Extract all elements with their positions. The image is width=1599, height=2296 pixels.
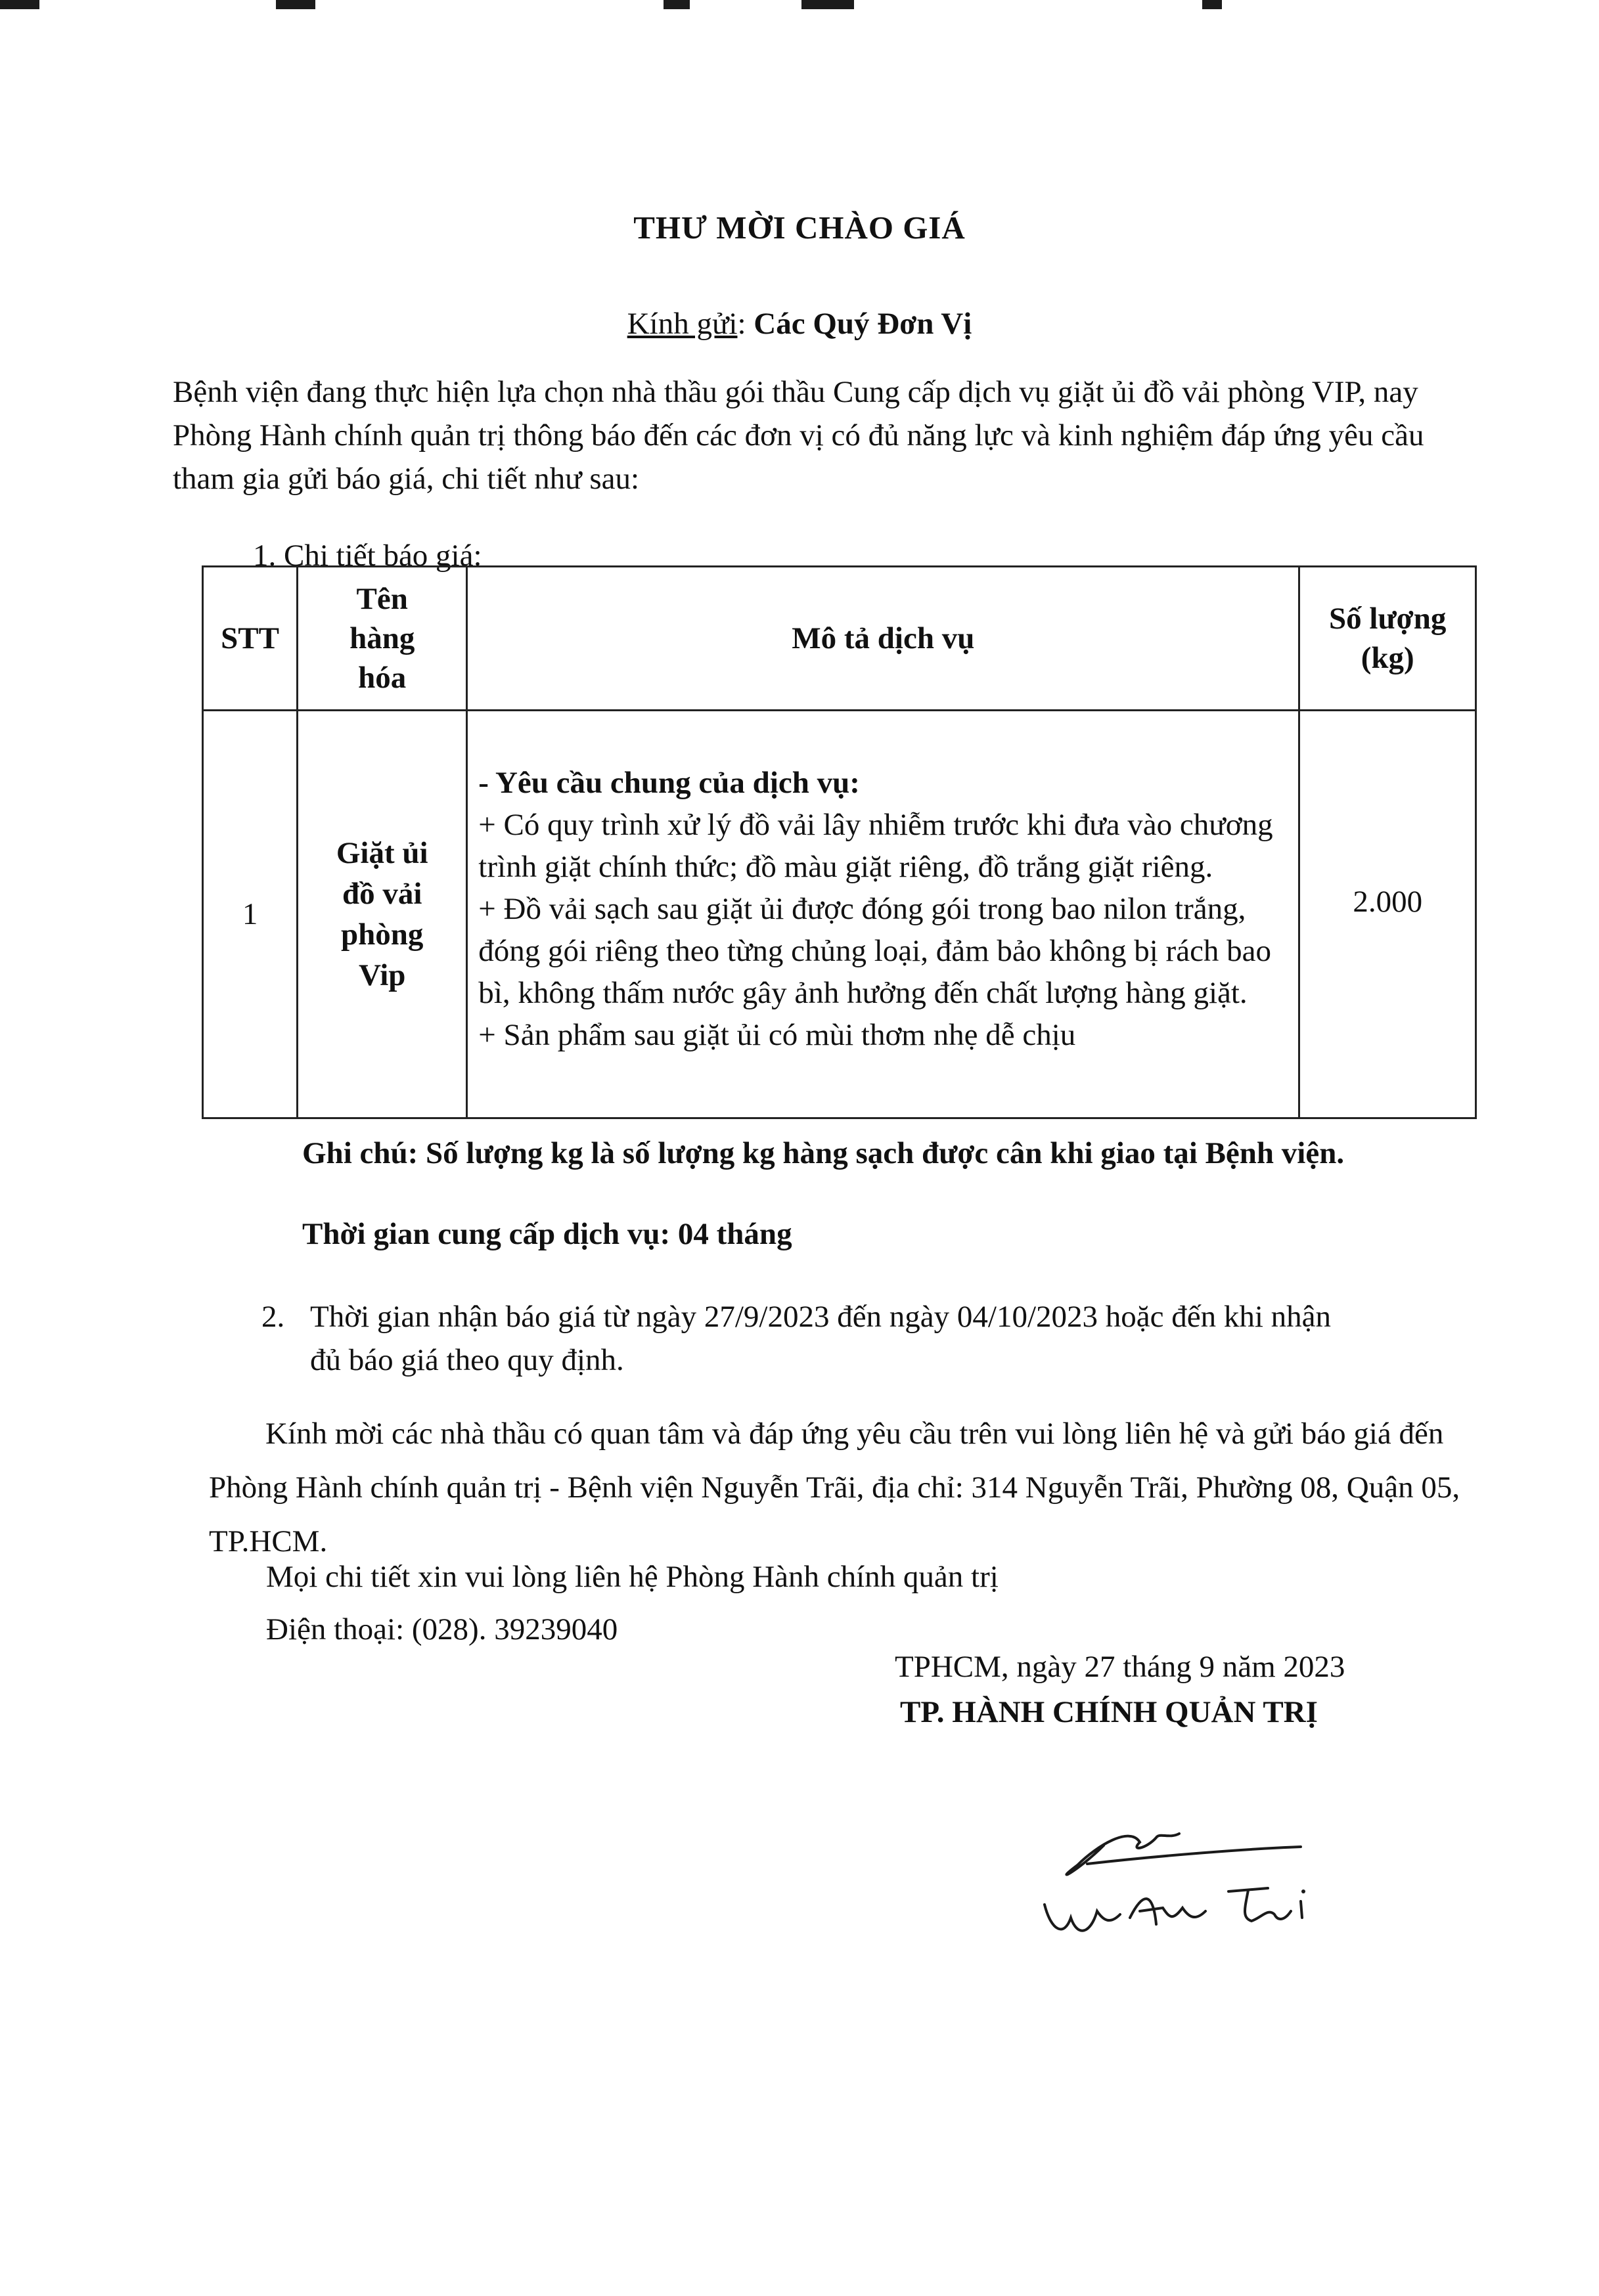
date-line: TPHCM, ngày 27 tháng 9 năm 2023 [895,1650,1345,1684]
row-quantity: 2.000 [1299,711,1476,1118]
row-item-name [298,711,467,1118]
recipient-colon: : [737,307,746,341]
section-2-line [261,1295,1483,1338]
header-name [298,567,467,711]
section-2 [261,1295,1483,1382]
header-name-line: hóa [358,661,407,695]
header-quantity-line: Số lượng [1329,602,1447,636]
scan-mark [0,0,39,9]
table-header-row [203,567,1476,711]
description-heading: - Yêu cầu chung của dịch vụ: [478,766,860,800]
scan-mark [276,0,315,9]
row-item-name-line: Giặt ủi [336,836,428,870]
scan-mark [801,0,854,9]
recipient-value: Các Quý Đơn Vị [754,307,972,341]
header-stt: STT [203,567,298,711]
scan-mark [1202,0,1222,9]
section-1-heading: 1. Chi tiết báo giá: [253,539,482,573]
intro-paragraph: Bệnh viện đang thực hiện lựa chọn nhà thầu gói thầu Cung cấp dịch vụ giặt ủi đồ vải phòng VIP, nay Phòng Hành chính quản trị thông báo đến các đơn vị có đủ năng lực và kinh nghiệm đáp ứng yêu cầu tham gia gửi báo giá, chi tiết như sau: [173,375,1424,496]
row-item-name-line: Vip [359,958,406,992]
description-item: + Sản phẩm sau giặt ủi có mùi thơm nhẹ dễ chịu [478,1018,1076,1052]
document-title: THƯ MỜI CHÀO GIÁ [633,210,966,246]
header-quantity [1299,567,1476,711]
signer-title: TP. HÀNH CHÍNH QUẢN TRỊ [900,1695,1318,1729]
section-2-continuation: đủ báo giá theo quy định. [310,1343,624,1377]
service-duration: Thời gian cung cấp dịch vụ: 04 tháng [302,1217,792,1251]
recipient-label: Kính gửi [627,307,738,341]
contact-line: Mọi chi tiết xin vui lòng liên hệ Phòng Hành chính quản trị [266,1560,999,1594]
description-item: + Có quy trình xử lý đồ vải lây nhiễm trước khi đưa vào chương trình giặt chính thức; đồ màu giặt riêng, đồ trắng giặt riêng. [478,808,1273,884]
recipient-line [0,306,1599,342]
table-row [203,711,1476,1118]
description-item: + Đồ vải sạch sau giặt ủi được đóng gói trong bao nilon trắng, đóng gói riêng theo từng chủng loại, đảm bảo không bị rách bao bì, không thấm nước gây ảnh hưởng đến chất lượng hàng giặt. [478,892,1272,1010]
signature-icon [1031,1786,1373,1970]
section-2-text: Thời gian nhận báo giá từ ngày 27/9/2023 đến ngày 04/10/2023 hoặc đến khi nhận [310,1300,1332,1334]
phone-line: Điện thoại: (028). 39239040 [266,1612,618,1646]
scan-mark [664,0,690,9]
row-item-name-line: đồ vải [342,877,422,911]
row-stt: 1 [203,711,298,1118]
header-quantity-unit: (kg) [1361,641,1414,675]
invitation-paragraph: Kính mời các nhà thầu có quan tâm và đáp ứng yêu cầu trên vui lòng liên hệ và gửi báo giá đến Phòng Hành chính quản trị - Bệnh viện Nguyễn Trãi, địa chỉ: 314 Nguyễn Trãi, Phường 08, Quận 05, TP.HCM. [209,1417,1460,1558]
header-name-line: Tên [356,582,408,616]
row-item-name-line: phòng [341,917,424,952]
section-2-number: 2. [261,1300,285,1334]
row-description [467,711,1299,1118]
header-name-line: hàng [349,621,415,655]
scan-top-edge [0,0,1599,17]
header-description: Mô tả dịch vụ [467,567,1299,711]
quote-table [202,565,1477,1119]
note-line: Ghi chú: Số lượng kg là số lượng kg hàng sạch được cân khi giao tại Bệnh viện. [302,1136,1345,1170]
